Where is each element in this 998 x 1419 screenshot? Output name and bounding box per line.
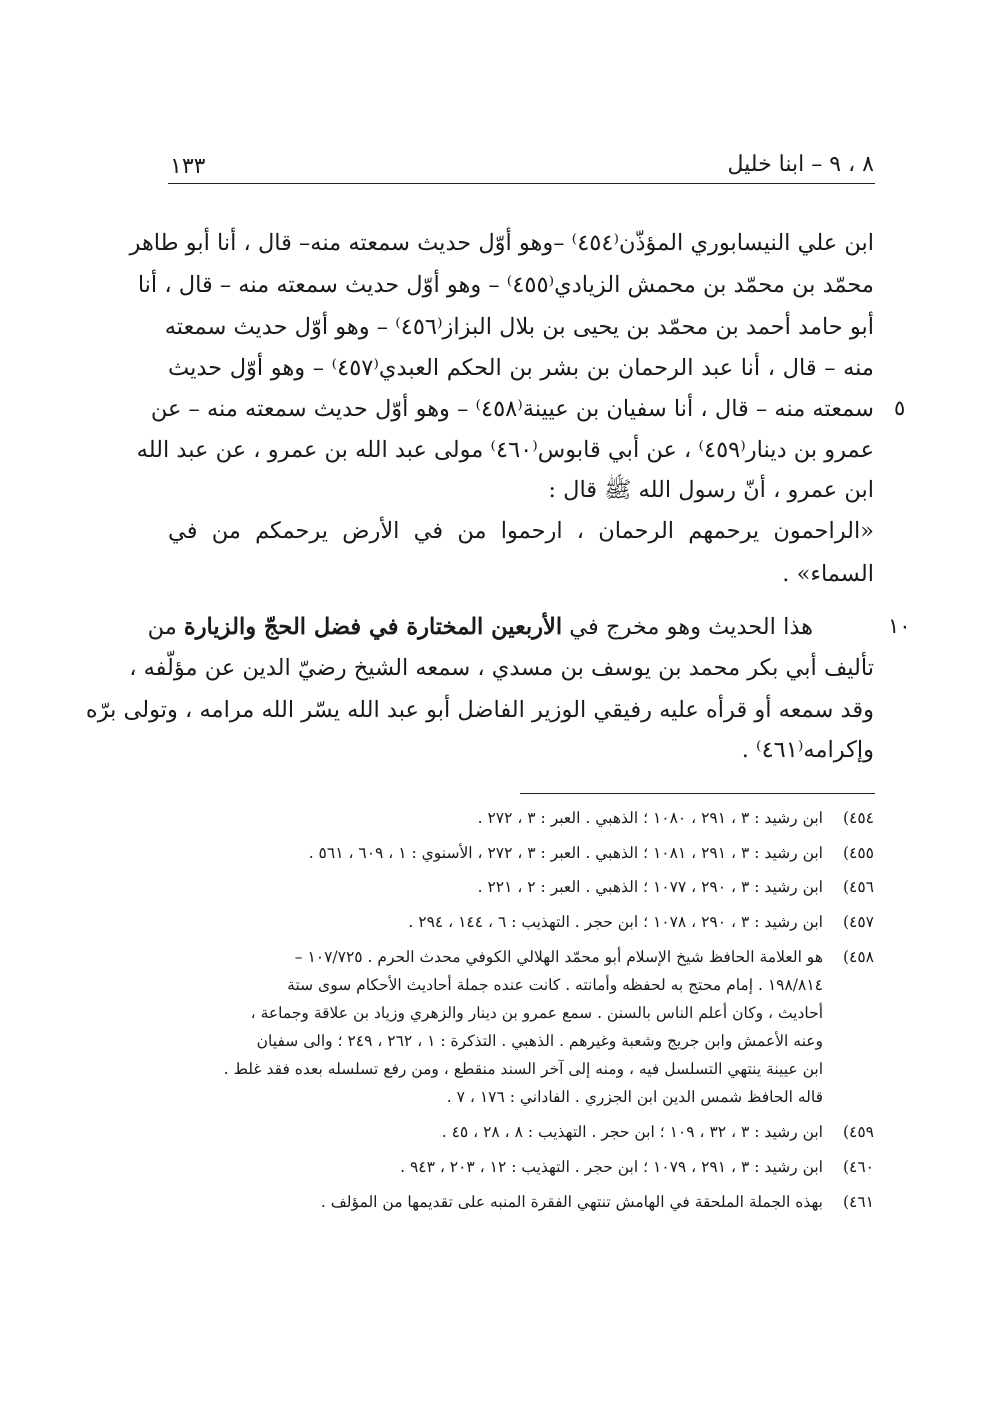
line-number-5: ٥ <box>894 396 906 420</box>
footnote-text: ابن رشيد : ٣ ، ٢٩١ ، ١٠٨٠ ؛ الذهبي . العبر : ٣ ، ٢٧٢ . <box>477 809 823 827</box>
footnote-text: ١٩٨/٨١٤ . إمام محتج به لحفظه وأمانته . كانت عنده جملة أحاديث الأحكام سوى ستة <box>287 976 823 994</box>
footnote-text: ابن رشيد : ٣ ، ٢٩١ ، ١٠٨١ ؛ الذهبي . العبر : ٣ ، ٢٧٢ ، الأسنوي : ١ ، ٦٠٩ ، ٥٦١ . <box>308 844 823 862</box>
book-title: الأربعين المختارة في فضل الحجّ والزيارة <box>183 614 563 640</box>
footnote-number: ٤٥٧) <box>842 913 874 931</box>
footnote-text: أحاديث ، وكان أعلم الناس بالسنن . سمع عمرو بن دينار والزهري وزياد بن علاقة وجماعة ، <box>250 1004 823 1022</box>
footnote-number: ٤٥٤) <box>842 809 874 827</box>
text-span: هذا الحديث وهو مخرج في <box>569 614 813 640</box>
text-line: منه – قال ، أنا عبد الرحمان بن بشر بن الحكم العبدي⁽٤٥٧⁾ – وهو أوّل حديث <box>168 355 874 381</box>
footnote-number: ٤٦١) <box>842 1193 874 1211</box>
hadith-quote-line: «الراحمون يرحمهم الرحمان ، ارحموا من في الأرض يرحمكم من في <box>168 518 874 544</box>
header-rule <box>168 183 875 184</box>
text-line: ابن علي النيسابوري المؤذّن⁽٤٥٤⁾ –وهو أوّل حديث سمعته منه– قال ، أنا أبو طاهر <box>129 230 874 256</box>
page-number: ١٣٣ <box>170 154 206 179</box>
text-span: من <box>147 614 177 640</box>
footnote-number: ٤٥٩) <box>842 1123 874 1141</box>
line-number-10: ١٠ <box>888 614 911 638</box>
footnote-text: ابن رشيد : ٣ ، ٢٩٠ ، ١٠٧٧ ؛ الذهبي . العبر : ٢ ، ٢٢١ . <box>477 878 823 896</box>
text-line: محمّد بن محمّد بن محمش الزيادي⁽٤٥٥⁾ – وهو أوّل حديث سمعته منه – قال ، أنا <box>137 272 874 298</box>
text-line: وإكرامه⁽٤٦١⁾ . <box>741 737 874 763</box>
text-line: وقد سمعه أو قرأه عليه رفيقي الوزير الفاضل أبو عبد الله يسّر الله مرامه ، وتولى برّه <box>85 697 874 723</box>
footnote-rule <box>520 793 875 794</box>
text-line: تأليف أبي بكر محمد بن يوسف بن مسدي ، سمعه الشيخ رضيّ الدين عن مؤلّفه ، <box>129 655 874 681</box>
text-line: سمعته منه – قال ، أنا سفيان بن عيينة⁽٤٥٨⁾ – وهو أوّل حديث سمعته منه – عن <box>150 396 874 422</box>
footnote-text: بهذه الجملة الملحقة في الهامش تنتهي الفقرة المنبه على تقديمها من المؤلف . <box>320 1193 823 1211</box>
footnote-text: وعنه الأعمش وابن جريج وشعبة وغيرهم . الذهبي . التذكرة : ١ ، ٢٦٢ ، ٢٤٩ ؛ والى سفيان <box>256 1032 823 1050</box>
hadith-quote-line: السماء» . <box>782 561 874 587</box>
footnote-number: ٤٥٥) <box>842 844 874 862</box>
footnote-text: قاله الحافظ شمس الدين ابن الجزري . الفاداني : ١٧٦ ، ٧ . <box>446 1088 823 1106</box>
footnote-number: ٤٥٨) <box>842 948 874 966</box>
text-line: عمرو بن دينار⁽٤٥٩⁾ ، عن أبي قابوس⁽٤٦٠⁾ مولى عبد الله بن عمرو ، عن عبد الله <box>136 437 874 463</box>
footnote-text: هو العلامة الحافظ شيخ الإسلام أبو محمّد الهلالي الكوفي محدث الحرم . ١٠٧/٧٢٥ – <box>294 948 823 966</box>
paragraph-first-line <box>148 614 813 640</box>
footnote-text: ابن رشيد : ٣ ، ٢٩٠ ، ١٠٧٨ ؛ ابن حجر . التهذيب : ٦ ، ١٤٤ ، ٢٩٤ . <box>408 913 823 931</box>
footnote-number: ٤٦٠) <box>842 1158 874 1176</box>
footnote-text: ابن رشيد : ٣ ، ٣٢ ، ١٠٩ ؛ ابن حجر . التهذيب : ٨ ، ٢٨ ، ٤٥ . <box>441 1123 823 1141</box>
footnote-text: ابن رشيد : ٣ ، ٢٩١ ، ١٠٧٩ ؛ ابن حجر . التهذيب : ١٢ ، ٢٠٣ ، ٩٤٣ . <box>400 1158 823 1176</box>
footnote-number: ٤٥٦) <box>842 878 874 896</box>
text-line: ابن عمرو ، أنّ رسول الله ﷺ قال : <box>548 477 874 503</box>
running-header-title: ٨ ، ٩ – ابنا خليل <box>727 152 874 177</box>
text-line: أبو حامد أحمد بن محمّد بن يحيى بن بلال البزاز⁽٤٥٦⁾ – وهو أوّل حديث سمعته <box>164 314 874 340</box>
footnote-text: ابن عيينة ينتهي التسلسل فيه ، ومنه إلى آخر السند منقطع ، ومن رفع تسلسله بعده فقد غلط . <box>223 1060 823 1078</box>
